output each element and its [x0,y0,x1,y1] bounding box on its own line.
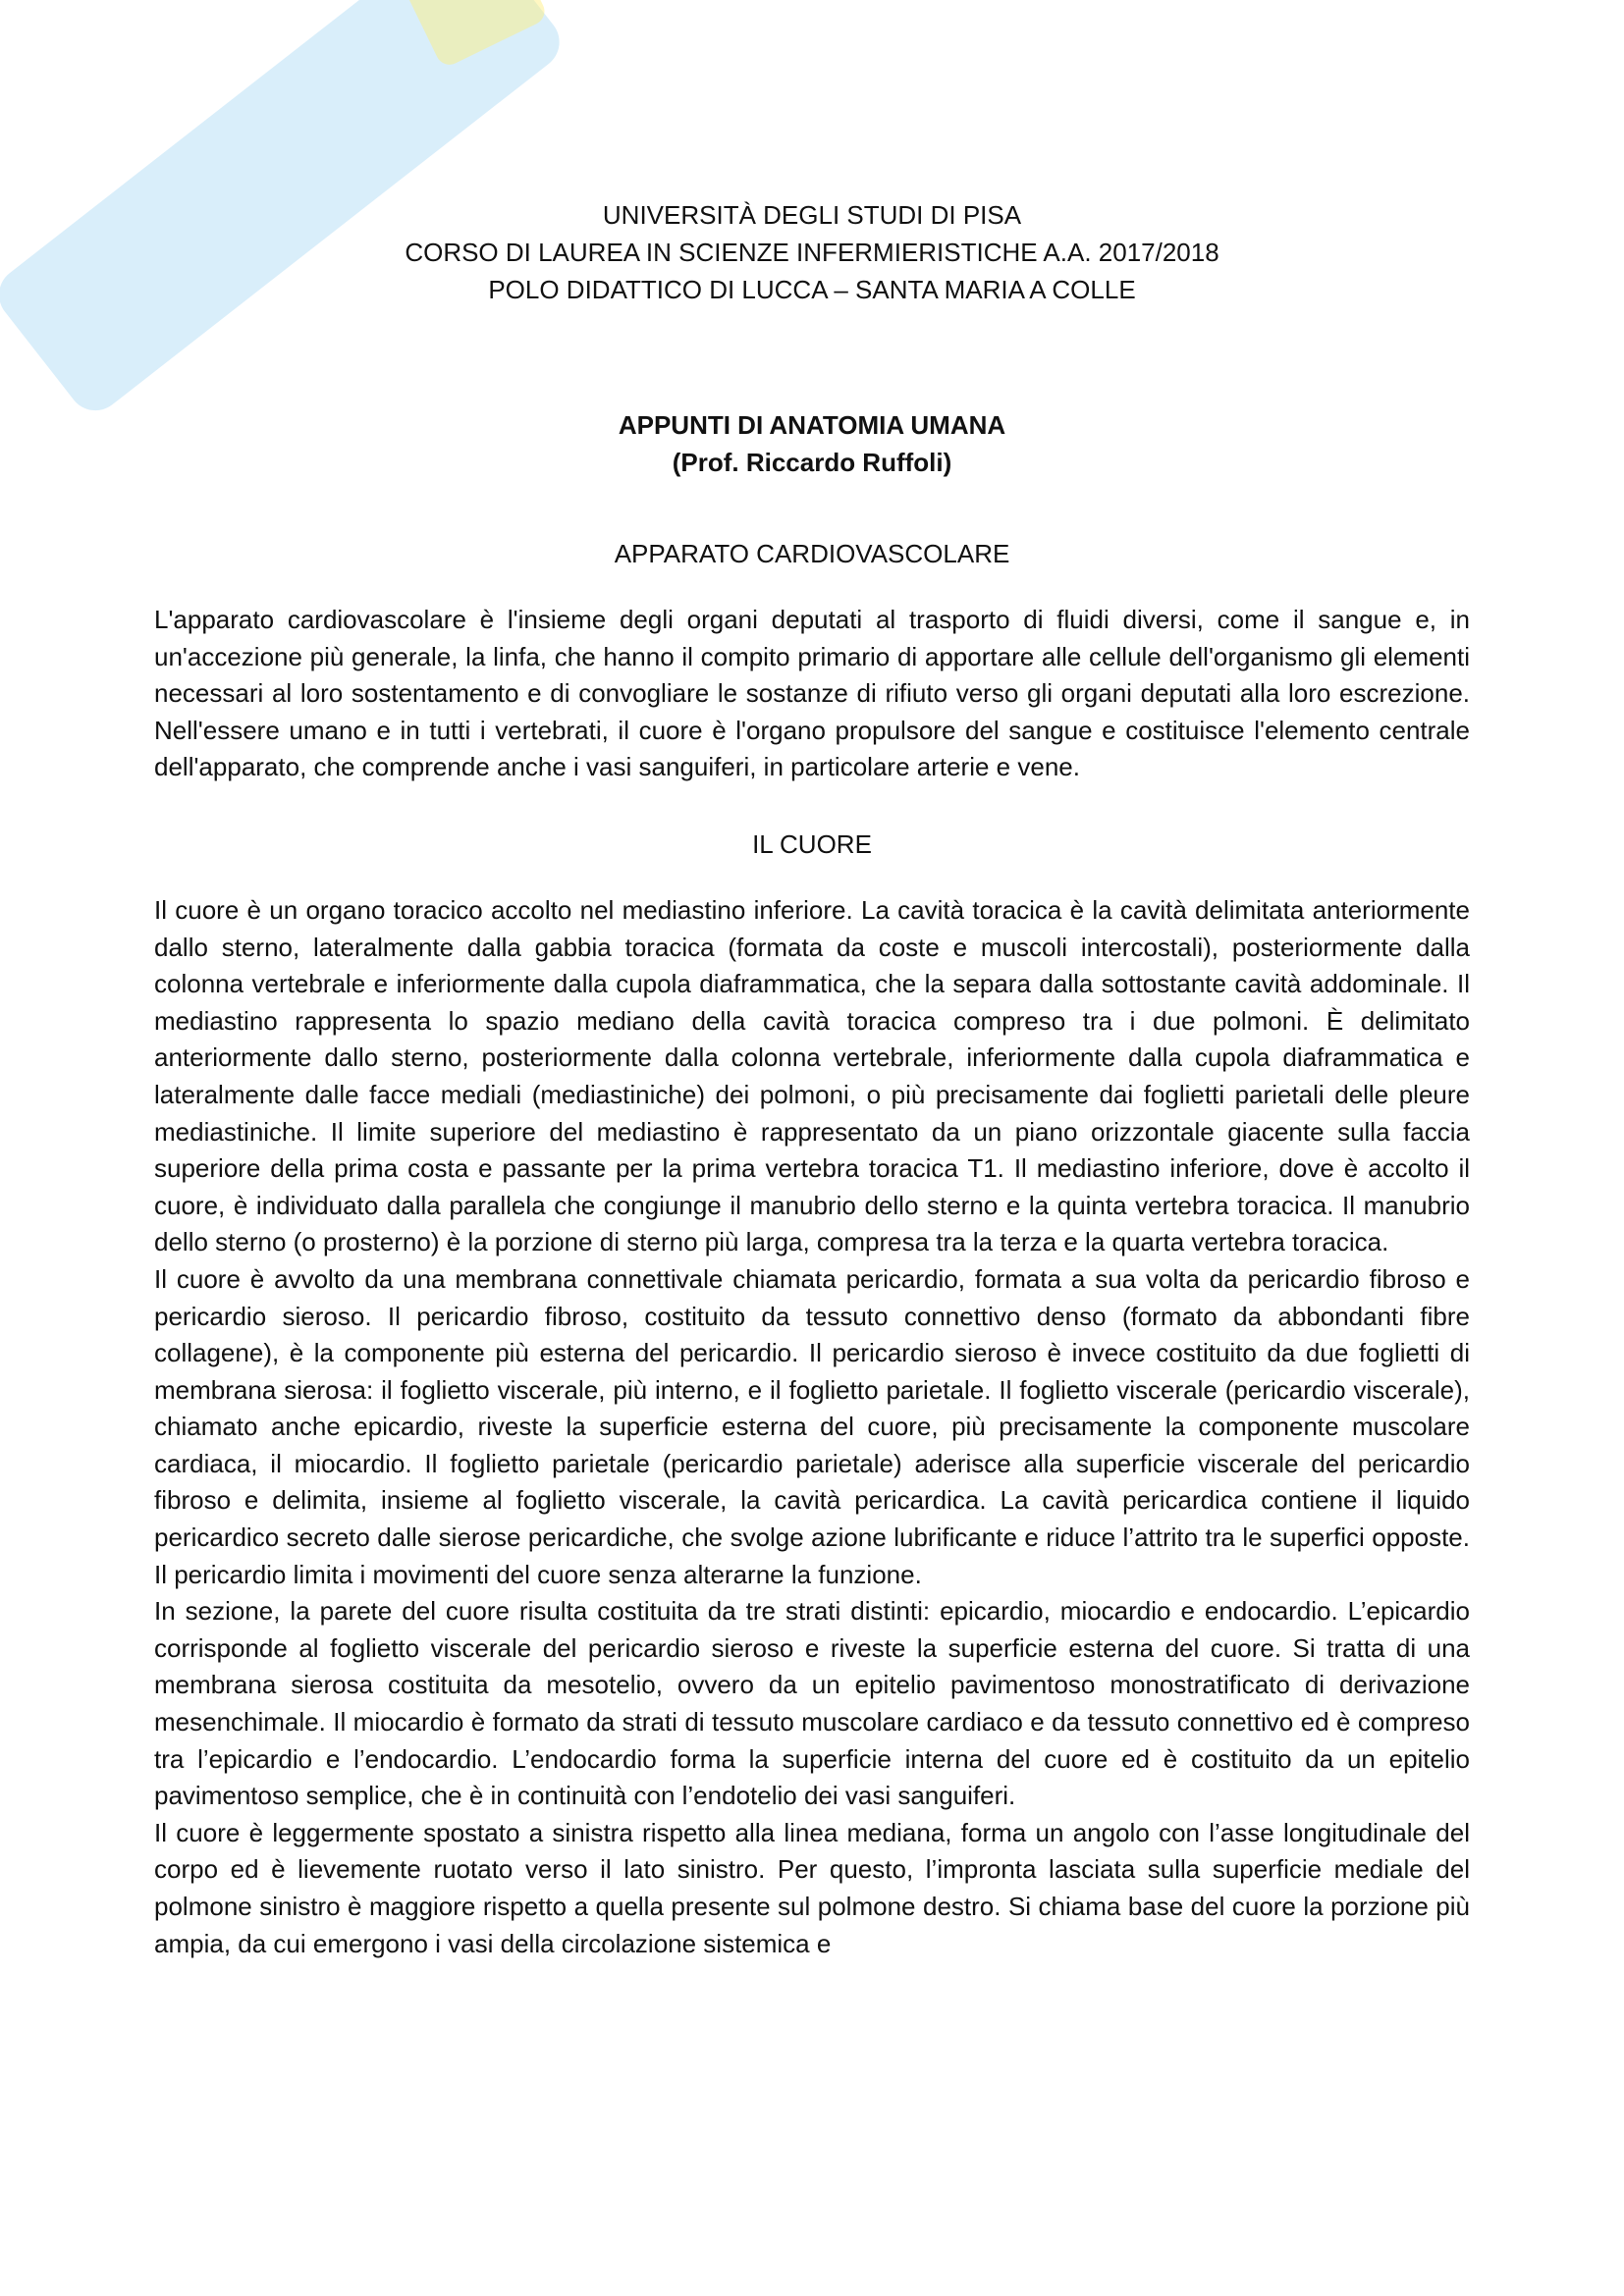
paragraph-apparato-intro: L'apparato cardiovascolare è l'insieme degli organi deputati al trasporto di fluidi diversi, come il sangue e, in un'accezione più generale, la linfa, che hanno il compito primario di apportare alle cellule dell'organismo gli elementi necessari al loro sostentamento e di convogliare le sostanze di rifiuto verso gli organi deputati alla loro escrezione. Nell'essere umano e in tutti i vertebrati, il cuore è l'organo propulsore del sangue e costituisce l'elemento centrale dell'apparato, che comprende anche i vasi sanguiferi, in particolare arterie e vene. [154,605,1470,782]
campus-name: POLO DIDATTICO DI LUCCA – SANTA MARIA A COLLE [488,275,1136,304]
document-content [154,196,1470,1962]
section-title-cuore: IL CUORE [752,828,872,859]
watermark-accent [392,0,549,70]
paragraph-cuore-1: Il cuore è un organo toracico accolto nel mediastino inferiore. La cavità toracica è la cavità delimitata anteriormente dallo sterno, lateralmente dalla gabbia toracica (formata da coste e muscoli intercostali), posteriormente dalla colonna vertebrale e inferiormente dalla cupola diaframmatica, che la separa dalla sottostante cavità addominale. Il mediastino rappresenta lo spazio mediano della cavità toracica compreso tra i due polmoni. È delimitato anteriormente dallo sterno, posteriormente dalla colonna vertebrale, inferiormente dalla cupola diaframmatica e lateralmente dalle facce mediali (mediastiniche) dei polmoni, o più precisamente dai foglietti parietali delle pleure mediastiniche. Il limite superiore del mediastino è rappresentato da un piano orizzontale giacente sulla faccia superiore della prima costa e passante per la prima vertebra toracica T1. Il mediastino inferiore, dove è accolto il cuore, è individuato dalla parallela che congiunge il manubrio dello sterno e la quinta vertebra toracica. Il manubrio dello sterno (o prosterno) è la porzione di sterno più larga, compresa tra la terza e la quarta vertebra toracica. [154,894,1470,1257]
document-professor: (Prof. Riccardo Ruffoli) [672,448,952,477]
paragraph-cuore-3: In sezione, la parete del cuore risulta costituita da tre strati distinti: epicardio, miocardio e endocardio. L’epicardio corrisponde al foglietto viscerale del pericardio sieroso e riveste la superficie esterna del cuore. Si tratta di una membrana sierosa costituita da mesotelio, ovvero da un epitelio pavimentoso monostratificato di derivazione mesenchimale. Il miocardio è formato da strati di tessuto muscolare cardiaco e da tessuto connettivo ed è compreso tra l’epicardio e l’endocardio. L’endocardio forma la superficie interna del cuore ed è costituito da un epitelio pavimentoso semplice, che è in continuità con l’endotelio dei vasi sanguiferi. [154,1596,1470,1811]
paragraph-cuore-4: Il cuore è leggermente spostato a sinistra rispetto alla linea mediana, forma un angolo con l’asse longitudinale del corpo ed è lievemente ruotato verso il lato sinistro. Per questo, l’impronta lasciata sulla superficie mediale del polmone sinistro è maggiore rispetto a quella presente sul polmone destro. Si chiama base del cuore la porzione più ampia, da cui emergono i vasi della circolazione sistemica e [154,1817,1470,1958]
paragraph-cuore-2: Il cuore è avvolto da una membrana connettivale chiamata pericardio, formata a sua volta da pericardio fibroso e pericardio sieroso. Il pericardio fibroso, costituito da tessuto connettivo denso (formato da abbondanti fibre collagene), è la componente più esterna del pericardio. Il pericardio sieroso è invece costituito da due foglietti di membrana sierosa: il foglietto viscerale, più interno, e il foglietto parietale. Il foglietto viscerale (pericardio viscerale), chiamato anche epicardio, riveste la superficie esterna del cuore, più precisamente la componente muscolare cardiaca, il miocardio. Il foglietto parietale (pericardio parietale) aderisce alla superficie viscerale del pericardio fibroso e delimita, insieme al foglietto viscerale, la cavità pericardica. La cavità pericardica contiene il liquido pericardico secreto dalle sierose pericardiche, che svolge azione lubrificante e riduce l’attrito tra le superfici opposte. Il pericardio limita i movimenti del cuore senza alterarne la funzione. [154,1263,1470,1589]
university-name: UNIVERSITÀ DEGLI STUDI DI PISA [602,200,1022,230]
section-title-apparato: APPARATO CARDIOVASCOLARE [614,539,1010,568]
document-main-title: APPUNTI DI ANATOMIA UMANA [618,410,1006,440]
course-name: CORSO DI LAUREA IN SCIENZE INFERMIERISTICHE A.A. 2017/2018 [405,238,1219,267]
document-title [154,406,1470,481]
